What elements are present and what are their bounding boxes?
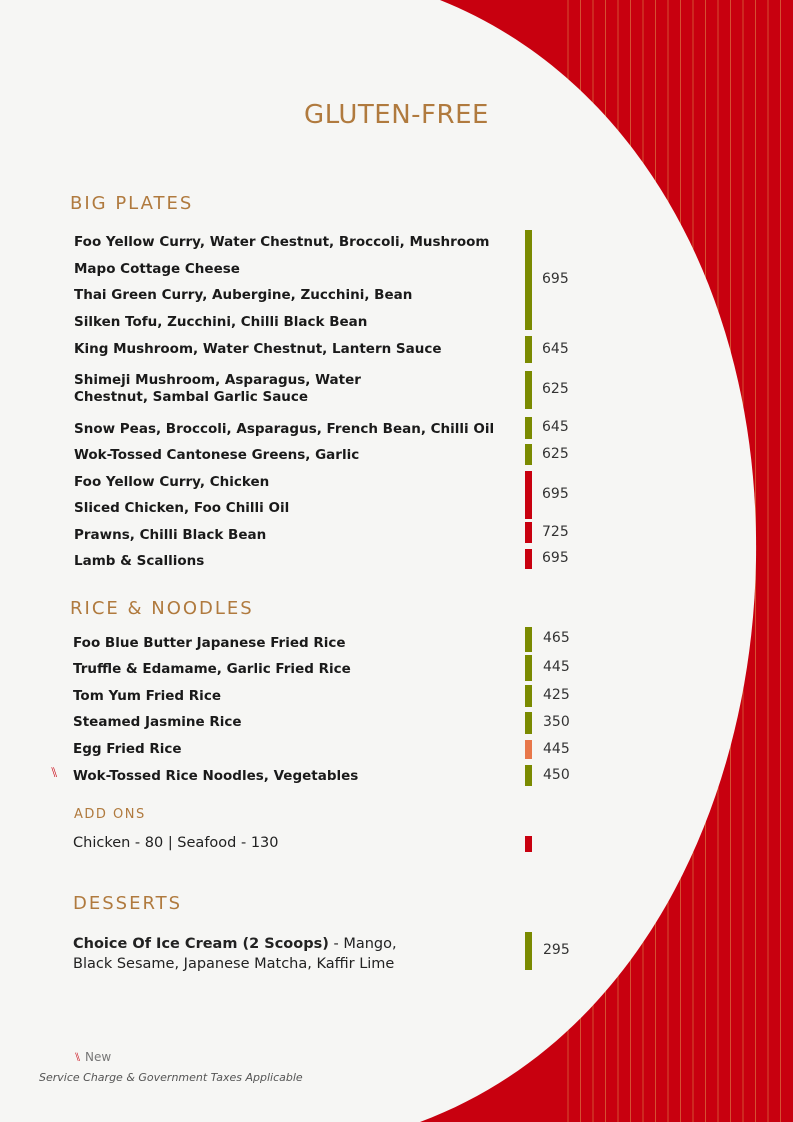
item-price: 465 — [543, 630, 570, 646]
item-price: 425 — [543, 687, 570, 703]
menu-item: Shimeji Mushroom, Asparagus, Water — [74, 372, 361, 388]
menu-item: Sliced Chicken, Foo Chilli Oil — [74, 500, 290, 516]
veg-marker — [525, 765, 532, 786]
menu-item: Foo Blue Butter Japanese Fried Rice — [73, 635, 346, 651]
veg-marker — [525, 444, 532, 465]
veg-marker — [525, 417, 532, 439]
dessert-desc: - Mango, — [328, 936, 397, 952]
veg-marker — [525, 371, 532, 409]
veg-marker — [525, 685, 532, 707]
item-price: 445 — [543, 740, 570, 757]
page-title: GLUTEN-FREE — [304, 100, 489, 130]
nonveg-marker — [525, 522, 532, 543]
menu-item: King Mushroom, Water Chestnut, Lantern Sauce — [74, 341, 442, 357]
item-price: 645 — [542, 419, 569, 435]
add-ons-text: Chicken - 80 | Seafood - 130 — [73, 835, 279, 851]
veg-marker — [525, 655, 532, 681]
menu-item: Mapo Cottage Cheese — [74, 261, 240, 277]
item-price: 695 — [542, 550, 569, 566]
veg-marker — [525, 712, 532, 734]
nonveg-marker — [525, 549, 532, 569]
menu-item: Thai Green Curry, Aubergine, Zucchini, Bean — [74, 287, 413, 303]
menu-item: Chestnut, Sambal Garlic Sauce — [74, 389, 309, 405]
legend-new — [74, 1050, 111, 1064]
item-price: 645 — [542, 340, 569, 357]
menu-item: Foo Yellow Curry, Chicken — [74, 474, 270, 490]
dessert-price: 295 — [543, 942, 570, 958]
menu-item: Wok-Tossed Rice Noodles, Vegetables — [73, 768, 359, 784]
menu-item: Egg Fried Rice — [73, 741, 182, 757]
menu-item: Silken Tofu, Zucchini, Chilli Black Bean — [74, 314, 368, 330]
veg-marker — [525, 230, 532, 330]
egg-marker — [525, 740, 532, 759]
veg-marker — [525, 627, 532, 652]
item-price: 725 — [542, 523, 569, 540]
footer-note: Service Charge & Government Taxes Applicable — [39, 1071, 303, 1084]
veg-marker — [525, 932, 532, 970]
menu-item: Lamb & Scallions — [74, 553, 205, 569]
section-heading-big-plates: BIG PLATES — [70, 193, 194, 214]
menu-item: Steamed Jasmine Rice — [73, 714, 242, 730]
menu-item: Snow Peas, Broccoli, Asparagus, French Bean, Chilli Oil — [74, 421, 495, 437]
menu-item: Truffle & Edamame, Garlic Fried Rice — [73, 661, 351, 677]
menu-item: Wok-Tossed Cantonese Greens, Garlic — [74, 447, 360, 463]
nonveg-marker — [525, 471, 532, 519]
item-price: 445 — [543, 659, 570, 675]
menu-item: Foo Yellow Curry, Water Chestnut, Broccoli, Mushroom — [74, 234, 490, 250]
veg-marker — [525, 336, 532, 363]
nonveg-marker — [525, 836, 532, 852]
add-ons-heading: ADD ONS — [74, 807, 146, 822]
menu-item: Tom Yum Fried Rice — [73, 688, 221, 704]
section-heading-desserts: DESSERTS — [73, 893, 183, 914]
item-price: 695 — [542, 486, 569, 502]
item-price: 695 — [542, 271, 569, 287]
item-price: 350 — [543, 714, 570, 730]
menu-item: Prawns, Chilli Black Bean — [74, 527, 267, 543]
section-heading-rice-noodles: RICE & NOODLES — [70, 598, 254, 619]
legend-new-label: New — [85, 1050, 112, 1064]
item-price: 625 — [542, 381, 569, 397]
item-price: 450 — [543, 766, 570, 783]
item-price: 625 — [542, 445, 569, 462]
chopsticks-icon: ⑊ — [74, 1050, 82, 1064]
dessert-item — [73, 934, 397, 974]
dessert-desc-2: Black Sesame, Japanese Matcha, Kaffir Lime — [73, 956, 395, 972]
dessert-name: Choice Of Ice Cream (2 Scoops) — [73, 936, 329, 952]
new-chopsticks-icon: ⑊ — [50, 765, 59, 781]
